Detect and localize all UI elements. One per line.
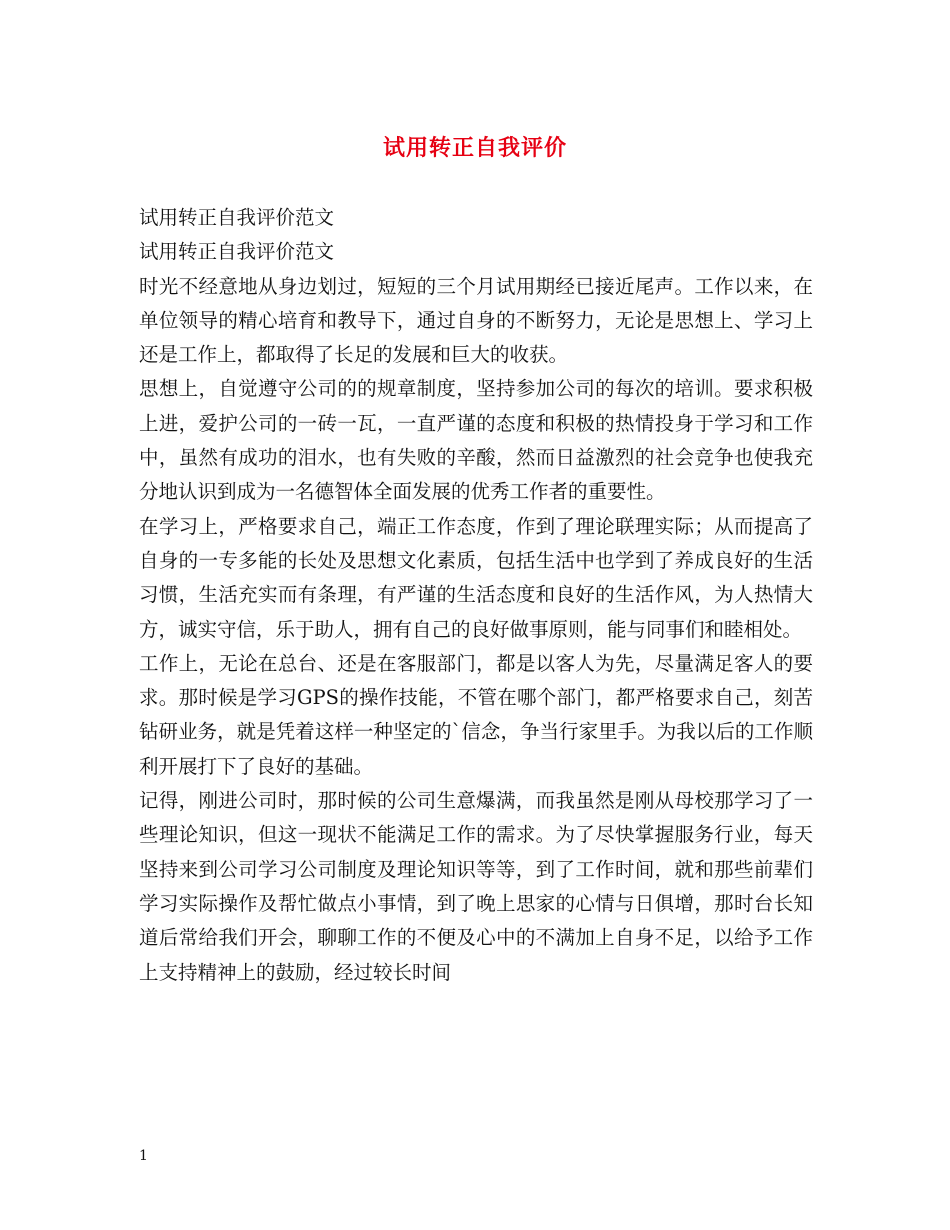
subtitle-line: 试用转正自我评价范文	[139, 206, 335, 229]
body-paragraph: 在学习上，严格要求自己，端正工作态度，作到了理论联理实际；从而提高了自身的一专多能的长处及思想文化素质，包括生活中也学到了养成良好的生活习惯，生活充实而有条理，有严谨的生活态度和良好的生活作风，为人热情大方，诚实守信，乐于助人，拥有自己的良好做事原则，能与同事们和睦相处。	[139, 514, 813, 641]
page-number: 1	[139, 1148, 148, 1164]
document-title: 试用转正自我评价	[382, 135, 567, 161]
body-paragraph: 工作上，无论在总台、还是在客服部门，都是以客人为先，尽量满足客人的要求。那时候是学习GPS的操作技能，不管在哪个部门，都严格要求自己，刻苦钻研业务，就是凭着这样一种坚定的`信念，争当行家里手。为我以后的工作顺利开展打下了良好的基础。	[139, 651, 813, 778]
body-paragraph: 思想上，自觉遵守公司的的规章制度，坚持参加公司的每次的培训。要求积极上进，爱护公司的一砖一瓦，一直严谨的态度和积极的热情投身于学习和工作中，虽然有成功的泪水，也有失败的辛酸，然而日益激烈的社会竞争也使我充分地认识到成为一名德智体全面发展的优秀工作者的重要性。	[139, 377, 813, 504]
document-body	[139, 201, 813, 990]
body-paragraph: 时光不经意地从身边划过，短短的三个月试用期经已接近尾声。工作以来，在单位领导的精心培育和教导下，通过自身的不断努力，无论是思想上、学习上还是工作上，都取得了长足的发展和巨大的收获。	[139, 274, 813, 367]
subtitle-line: 试用转正自我评价范文	[139, 240, 335, 264]
body-paragraph: 记得，刚进公司时，那时候的公司生意爆满，而我虽然是刚从母校那学习了一些理论知识，但这一现状不能满足工作的需求。为了尽快掌握服务行业，每天坚持来到公司学习公司制度及理论知识等等，到了工作时间，就和那些前辈们学习实际操作及帮忙做点小事情，到了晚上思家的心情与日俱增，那时台长知道后常给我们开会，聊聊工作的不便及心中的不满加上自身不足，以给予工作上支持精神上的鼓励，经过较长时间	[139, 789, 813, 984]
